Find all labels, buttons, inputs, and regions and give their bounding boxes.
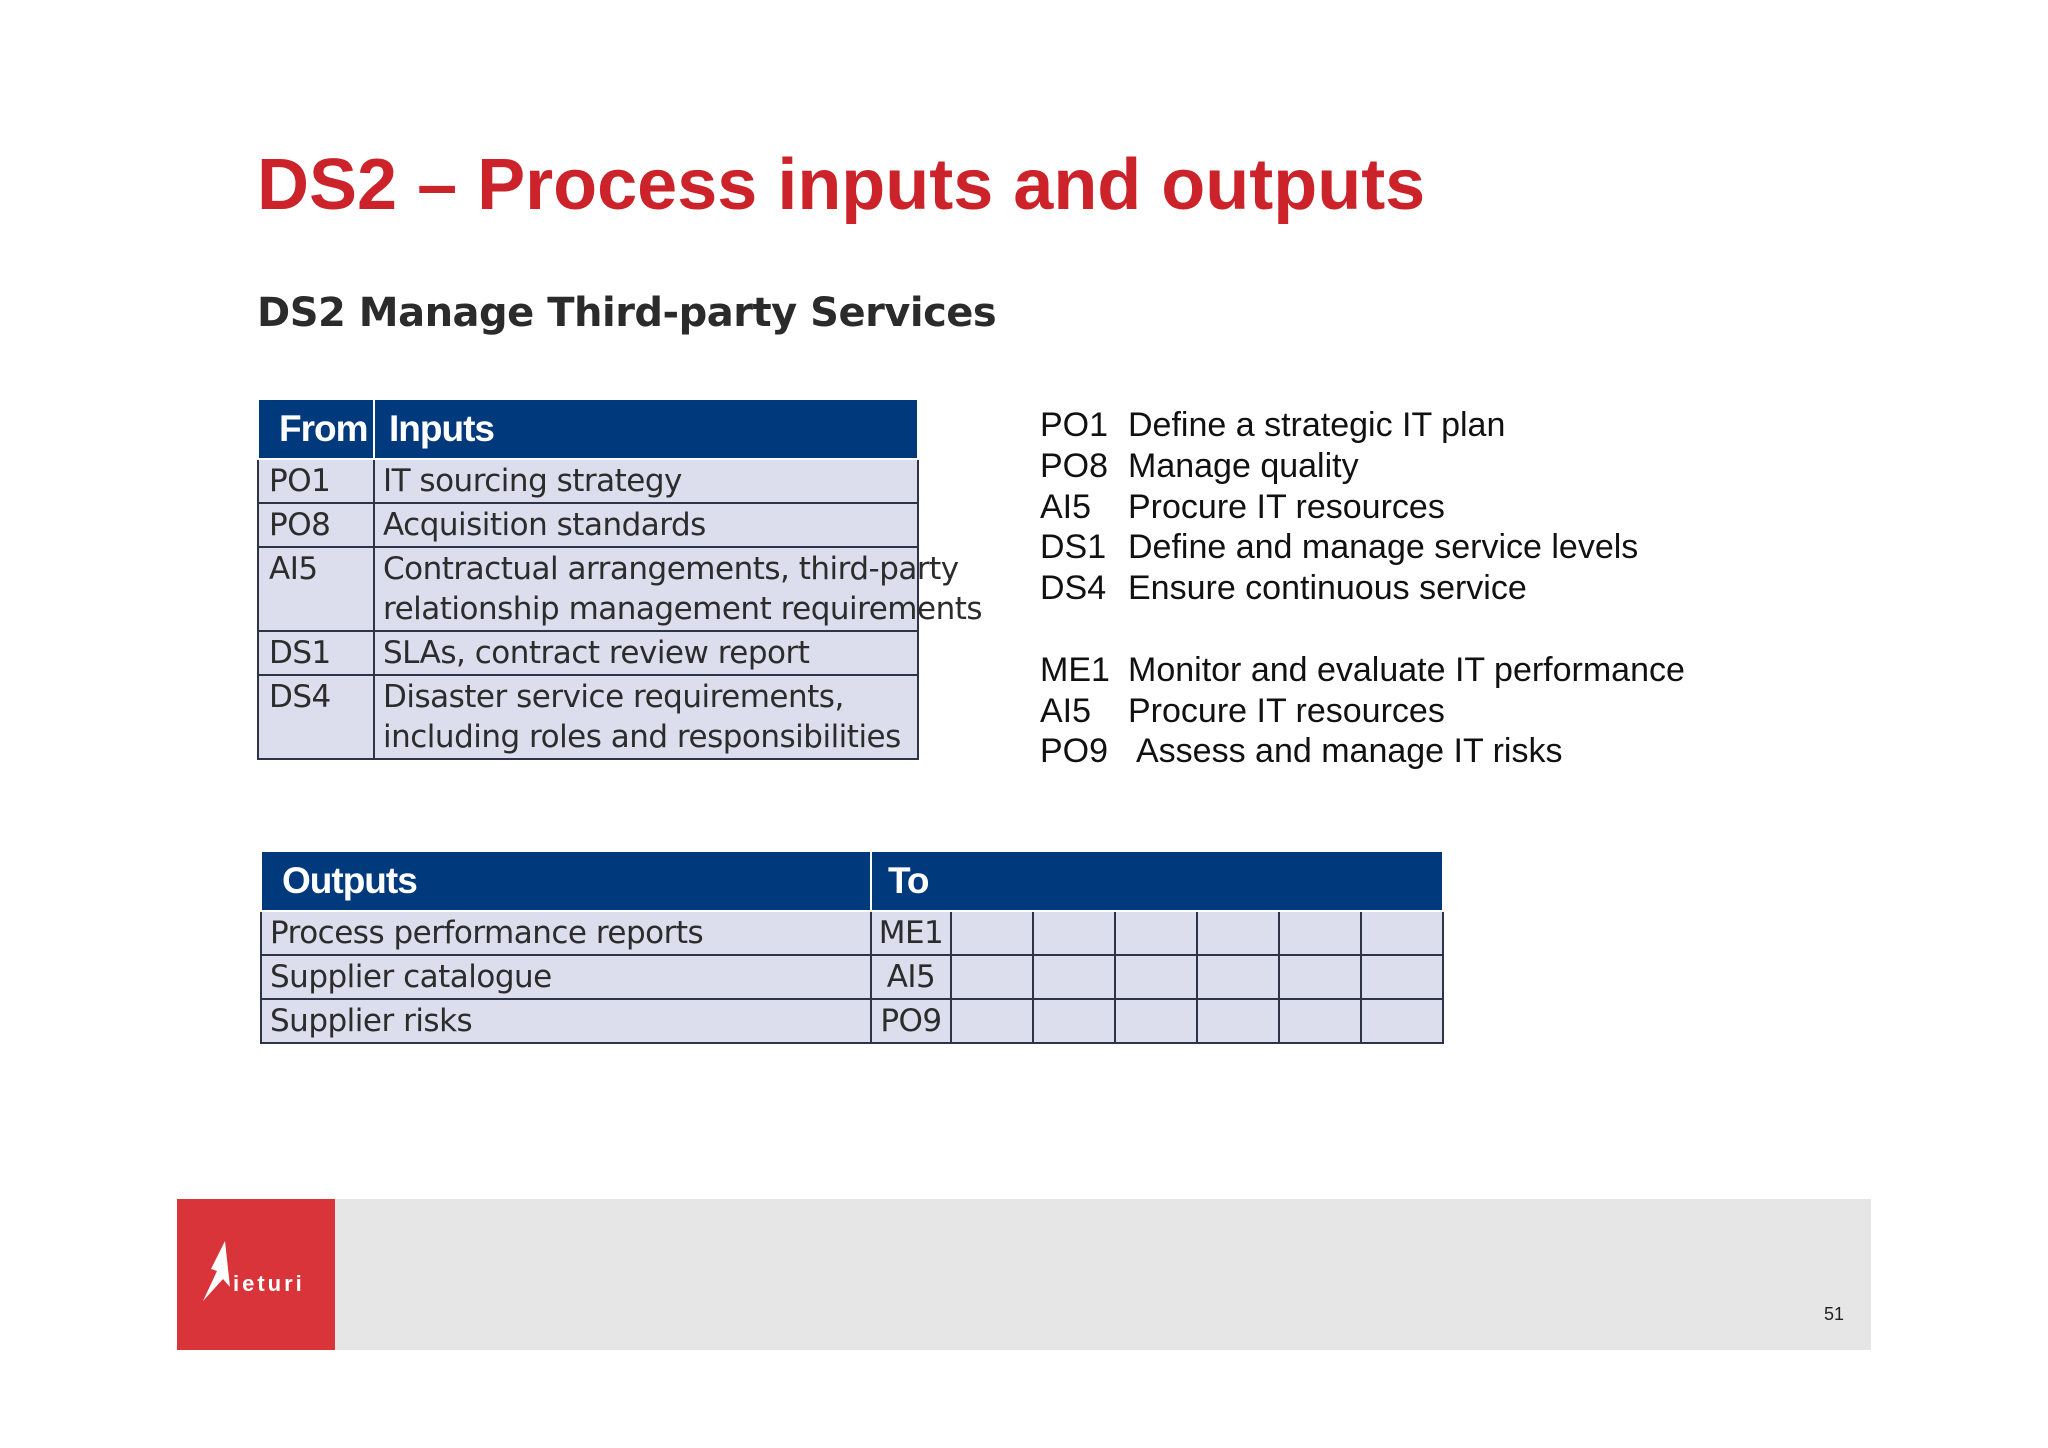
input-cell-line: relationship management requirements [383,591,983,627]
inputs-table [257,398,983,760]
output-cell: Process performance reports [261,911,871,955]
from-cell: DS1 [258,631,374,675]
to-column-header: To [871,851,1443,911]
empty-cell [951,955,1033,999]
input-cell [374,547,983,631]
reference-text: Procure IT resources [1128,487,1445,526]
empty-cell [1361,955,1443,999]
table-row [258,459,918,503]
from-column-header: From [258,399,374,459]
slide-title: DS2 – Process inputs and outputs [257,145,1426,225]
table-row [261,911,1443,955]
company-logo [177,1199,335,1350]
reference-list [1040,405,1685,772]
table-row [261,999,1443,1043]
reference-code: AI5 [1040,691,1092,730]
empty-cell [1115,999,1197,1043]
reference-item [1040,527,1685,568]
table-row [258,503,918,547]
inputs-column-header: Inputs [374,399,918,459]
outputs-table [260,850,1444,1044]
input-cell-line: including roles and responsibilities [383,719,901,755]
outputs-header-row [261,851,1443,911]
empty-cell [1197,955,1279,999]
logo-mark-icon [197,1241,237,1305]
empty-cell [1115,955,1197,999]
table-row [258,547,918,631]
outputs-column-header: Outputs [261,851,871,911]
table-row [258,675,918,759]
reference-item [1040,446,1685,487]
reference-code: PO8 [1040,446,1109,485]
empty-cell [1279,999,1361,1043]
to-cell: AI5 [871,955,951,999]
reference-item [1040,487,1685,528]
output-cell: Supplier risks [261,999,871,1043]
empty-cell [1033,999,1115,1043]
reference-item [1040,731,1685,772]
input-cell: Acquisition standards [374,503,918,547]
empty-cell [1033,955,1115,999]
reference-code: PO1 [1040,406,1109,444]
slide-subtitle: DS2 Manage Third-party Services [257,290,997,336]
input-cell: SLAs, contract review report [374,631,918,675]
from-cell: PO1 [258,459,374,503]
reference-code: PO9 [1040,732,1109,771]
empty-cell [951,911,1033,955]
input-cell-line: Disaster service requirements, [383,679,844,715]
empty-cell [1361,999,1443,1043]
reference-item [1040,691,1685,732]
footer-bar [177,1199,1871,1350]
empty-cell [1361,911,1443,955]
reference-text: Procure IT resources [1128,691,1445,730]
to-cell: PO9 [871,999,951,1043]
from-cell: AI5 [258,547,374,631]
from-cell: PO8 [258,503,374,547]
reference-code: DS1 [1040,528,1107,567]
reference-text: Manage quality [1128,446,1359,485]
input-cell-line: Contractual arrangements, third-party [383,551,959,587]
from-cell: DS4 [258,675,374,759]
inputs-header-row [258,399,918,459]
empty-cell [1115,911,1197,955]
reference-item [1040,405,1685,446]
to-cell: ME1 [871,911,951,955]
output-cell: Supplier catalogue [261,955,871,999]
reference-text: Monitor and evaluate IT performance [1128,650,1685,689]
table-row [261,955,1443,999]
page-number: 51 [1824,1304,1845,1324]
logo-text: ieturi [233,1271,305,1296]
input-cell: IT sourcing strategy [374,459,918,503]
empty-cell [1197,999,1279,1043]
reference-item [1040,568,1685,609]
reference-code: ME1 [1040,650,1110,689]
empty-cell [1279,955,1361,999]
reference-text: Ensure continuous service [1128,569,1527,608]
reference-text: Assess and manage IT risks [1136,732,1563,771]
reference-item [1040,650,1685,691]
reference-code: DS4 [1040,569,1107,608]
empty-cell [1033,911,1115,955]
input-cell [374,675,918,759]
empty-cell [1197,911,1279,955]
reference-text: Define and manage service levels [1128,528,1639,567]
reference-text: Define a strategic IT plan [1128,406,1506,444]
empty-cell [1279,911,1361,955]
empty-cell [951,999,1033,1043]
reference-code: AI5 [1040,487,1092,526]
table-row [258,631,918,675]
